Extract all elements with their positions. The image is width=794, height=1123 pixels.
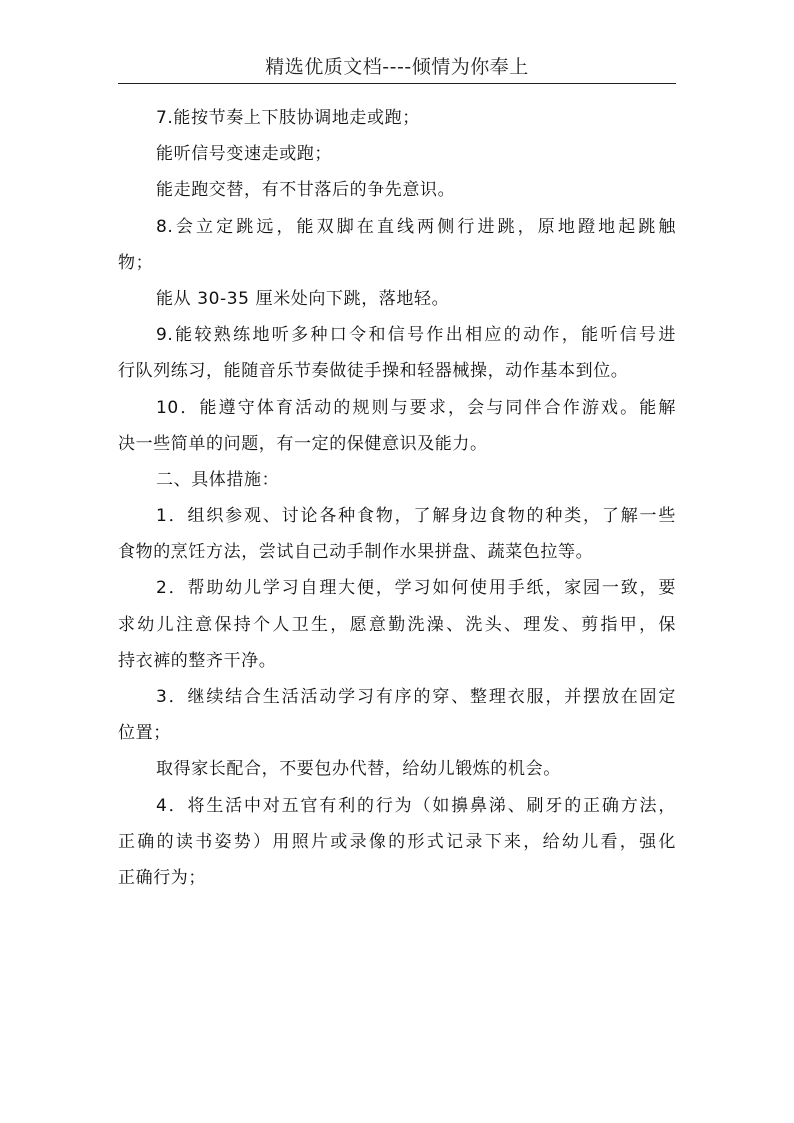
page-header: 精选优质文档----倾情为你奉上 <box>118 53 676 84</box>
text-line: 位置； <box>118 723 171 744</box>
text-line: 4．将生活中对五官有利的行为（如擤鼻涕、刷牙的正确方法， <box>156 795 676 816</box>
text-line: 1．组织参观、讨论各种食物，了解身边食物的种类，了解一些 <box>156 506 676 527</box>
text-line: 求幼儿注意保持个人卫生，愿意勤洗澡、洗头、理发、剪指甲，保 <box>118 614 676 635</box>
text-line: 7.能按节奏上下肢协调地走或跑； <box>156 108 420 128</box>
text-line: 正确行为； <box>118 867 206 888</box>
text-line: 食物的烹饪方法，尝试自己动手制作水果拼盘、蔬菜色拉等。 <box>118 542 594 563</box>
text-line: 取得家长配合，不要包办代替，给幼儿锻炼的机会。 <box>156 759 561 780</box>
text-line: 8.会立定跳远，能双脚在直线两侧行进跳，原地蹬地起跳触 <box>156 216 676 237</box>
text-line: 3．继续结合生活活动学习有序的穿、整理衣服，并摆放在固定 <box>156 687 676 707</box>
text-line: 能从 30-35 厘米处向下跳，落地轻。 <box>156 288 450 309</box>
text-line: 二、具体措施： <box>156 469 280 490</box>
text-line: 10．能遵守体育活动的规则与要求，会与同伴合作游戏。能解 <box>156 397 676 418</box>
text-line: 9.能较熟练地听多种口令和信号作出相应的动作，能听信号进 <box>156 325 676 346</box>
text-line: 物； <box>118 252 154 273</box>
text-line: 2．帮助幼儿学习自理大便，学习如何使用手纸，家园一致，要 <box>156 578 676 599</box>
text-line: 决一些简单的问题，有一定的保健意识及能力。 <box>118 433 488 454</box>
document-body <box>118 100 676 896</box>
text-line: 持衣裤的整齐干净。 <box>118 650 277 671</box>
text-line: 行队列练习，能随音乐节奏做徒手操和轻器械操，动作基本到位。 <box>118 361 629 382</box>
text-line: 能走跑交替，有不甘落后的争先意识。 <box>156 180 456 201</box>
text-line: 正确的读书姿势）用照片或录像的形式记录下来，给幼儿看，强化 <box>118 831 676 852</box>
text-line: 能听信号变速走或跑； <box>156 144 332 165</box>
